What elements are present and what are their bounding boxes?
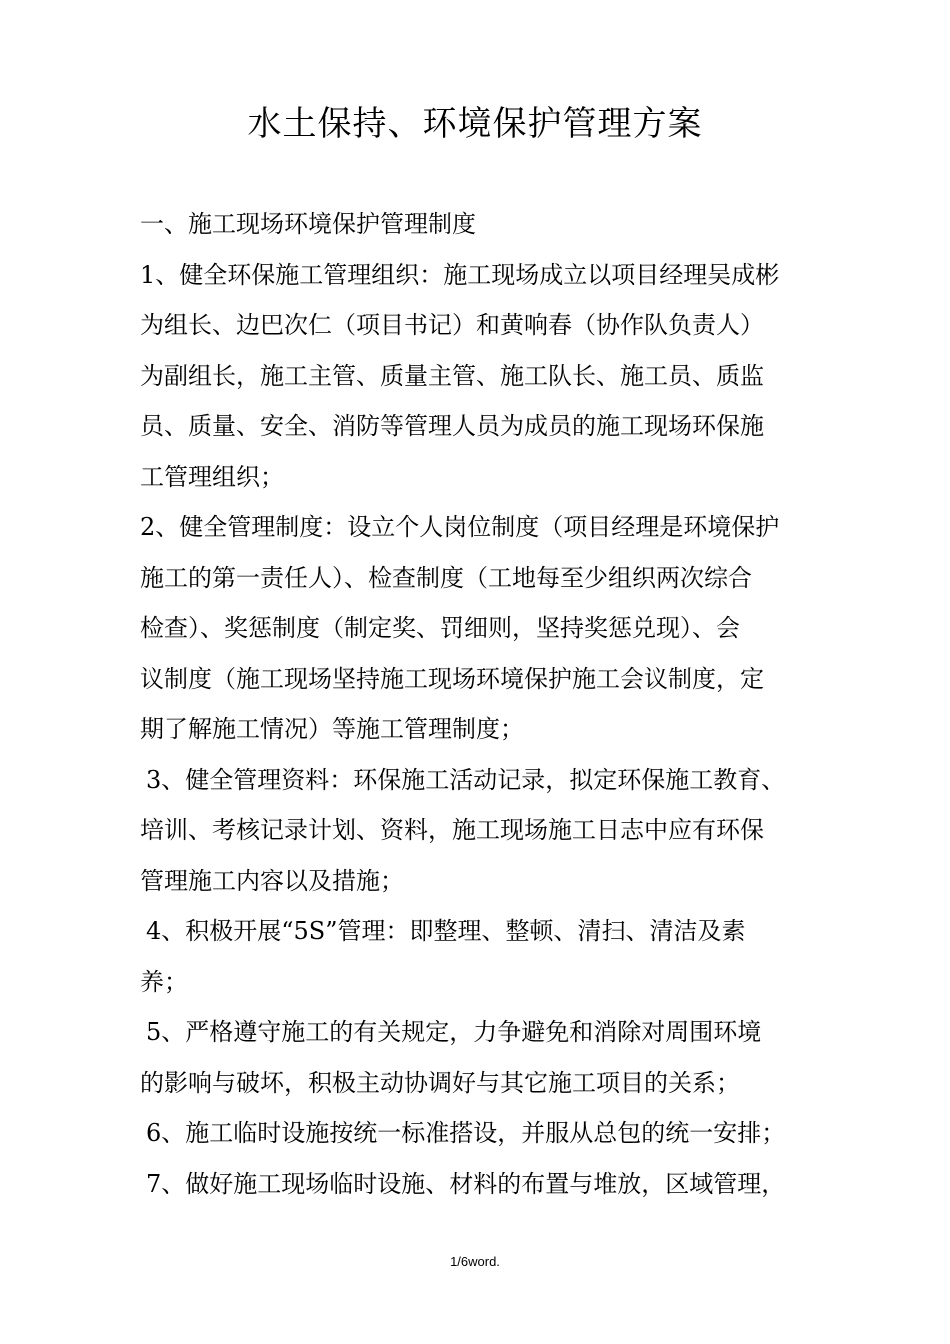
page-title: 水土保持、环境保护管理方案 [247,104,703,144]
paragraph-line: 期了解施工情况）等施工管理制度； [140,715,524,743]
paragraph-line: 培训、考核记录计划、资料，施工现场施工日志中应有环保 [140,816,764,844]
paragraph-line: 养； [140,967,188,996]
paragraph-line: 检查）、奖惩制度（制定奖、罚细则，坚持奖惩兑现）、会 [140,614,740,642]
paragraph-line: 员、质量、安全、消防等管理人员为成员的施工现场环保施 [140,412,764,440]
section-heading: 一、施工现场环境保护管理制度 [140,210,476,238]
paragraph-line: 工管理组织； [140,462,284,491]
page-footer: 1/6word. [450,1254,500,1269]
paragraph-line: 为组长、边巴次仁（项目书记）和黄响春（协作队负责人） [140,311,764,339]
paragraph-line: 管理施工内容以及措施； [140,866,404,895]
paragraph-line: 7、做好施工现场临时设施、材料的布置与堆放，区域管理， [146,1169,786,1198]
paragraph-line: 的影响与破坏，积极主动协调好与其它施工项目的关系； [140,1068,740,1097]
paragraph-line: 议制度（施工现场坚持施工现场环境保护施工会议制度，定 [140,664,764,693]
paragraph-line: 1、健全环保施工管理组织：施工现场成立以项目经理吴成彬 [140,260,780,289]
document-body [140,199,820,1209]
paragraph-line: 为副组长，施工主管、质量主管、施工队长、施工员、质监 [140,361,764,390]
paragraph-line: 施工的第一责任人）、检查制度（工地每至少组织两次综合 [140,563,752,592]
paragraph-line: 5、严格遵守施工的有关规定，力争避免和消除对周围环境 [146,1018,762,1046]
paragraph-line: 4、积极开展“5S”管理：即整理、整顿、清扫、清洁及素 [146,917,746,945]
paragraph-line: 3、健全管理资料：环保施工活动记录，拟定环保施工教育、 [146,765,786,794]
paragraph-line: 6、施工临时设施按统一标准搭设，并服从总包的统一安排； [146,1119,786,1147]
paragraph-line: 2、健全管理制度：设立个人岗位制度（项目经理是环境保护 [140,513,780,541]
